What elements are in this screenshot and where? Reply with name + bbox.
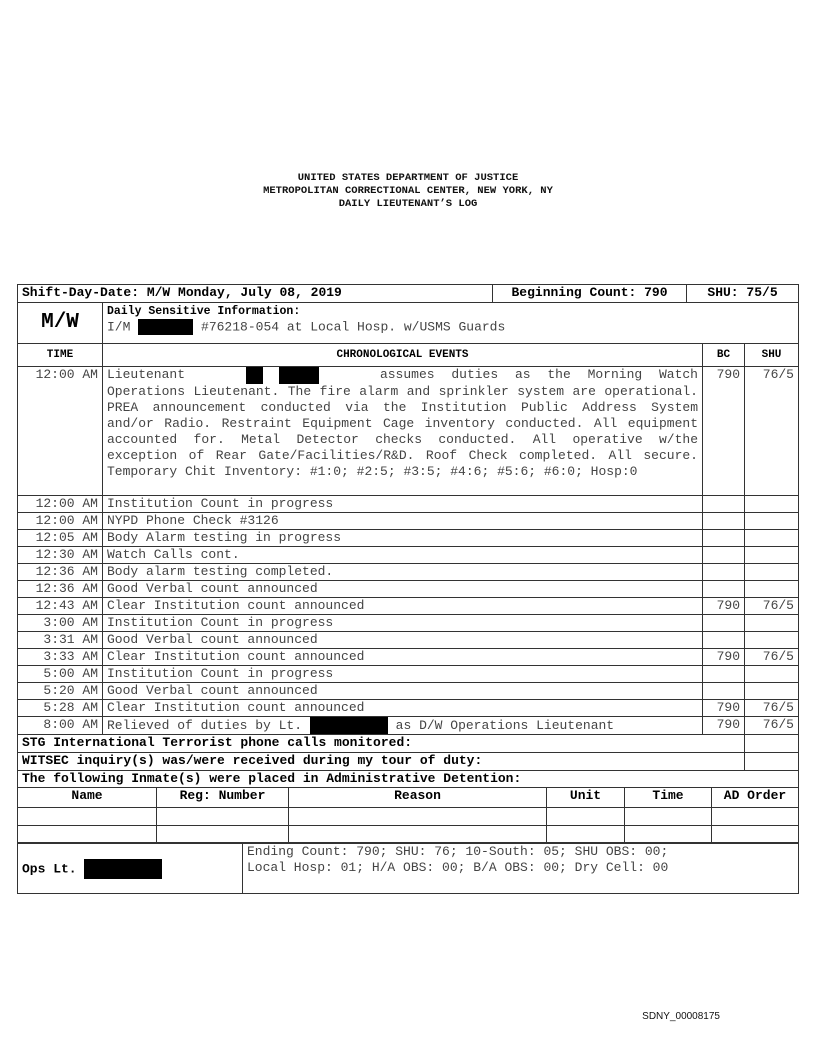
table-row (18, 513, 799, 530)
table-row (18, 632, 799, 649)
table-row (18, 547, 799, 564)
table-row (18, 530, 799, 547)
event-time: 8:00 AM (18, 717, 103, 735)
event-shu (745, 530, 799, 547)
witsec-value (745, 753, 799, 771)
event-text: Clear Institution count announced (103, 700, 703, 717)
event-time: 12:00 AM (18, 367, 103, 496)
events-table (17, 343, 799, 788)
event-shu (745, 564, 799, 581)
ad-col-unit: Unit (547, 788, 625, 808)
event-text: Good Verbal count announced (103, 632, 703, 649)
event-shu: 76/5 (745, 598, 799, 615)
event-shu: 76/5 (745, 367, 799, 496)
event-time: 12:36 AM (18, 564, 103, 581)
witsec-label: WITSEC inquiry(s) was/were received during my tour of duty: (18, 753, 745, 771)
event-shu (745, 496, 799, 513)
table-row (18, 564, 799, 581)
event-bc (703, 564, 745, 581)
shift-code: M/W (18, 303, 103, 344)
event-text: Good Verbal count announced (103, 683, 703, 700)
event-shu: 76/5 (745, 649, 799, 666)
event-bc: 790 (703, 649, 745, 666)
header-line-1: UNITED STATES DEPARTMENT OF JUSTICE (297, 172, 519, 184)
stg-value (745, 735, 799, 753)
ops-lt-label: Ops Lt. (22, 860, 77, 876)
event-shu (745, 547, 799, 564)
redaction (246, 367, 263, 384)
event-text: Institution Count in progress (103, 615, 703, 632)
event-time: 12:36 AM (18, 581, 103, 598)
event-shu (745, 581, 799, 598)
event-bc: 790 (703, 700, 745, 717)
ad-col-name: Name (18, 788, 157, 808)
top-info-table (17, 284, 799, 344)
event-text: Institution Count in progress (103, 496, 703, 513)
ad-table (17, 787, 799, 843)
dsi-text: #76218-054 at Local Hosp. w/USMS Guards (201, 319, 506, 335)
event-time: 12:43 AM (18, 598, 103, 615)
ad-col-reg: Reg: Number (157, 788, 289, 808)
event-text: Body Alarm testing in progress (103, 530, 703, 547)
dsi-prefix: I/M (107, 319, 131, 335)
shift-day-date: Shift-Day-Date: M/W Monday, July 08, 2019 (18, 285, 493, 303)
ad-col-order: AD Order (712, 788, 799, 808)
event-time: 12:00 AM (18, 513, 103, 530)
event-time: 12:00 AM (18, 496, 103, 513)
ending-line-2: Local Hosp: 01; H/A OBS: 00; B/A OBS: 00; Dry Cell: 00 (247, 860, 669, 875)
table-row (18, 581, 799, 598)
event-lead-rest: assumes duties as the Morning Watch (379, 367, 698, 382)
table-row (18, 666, 799, 683)
event-text: Operations Lieutenant. The fire alarm and sprinkler system are operational. PREA announcement conducted via the Institution Public Address System and/or Radio. Restraint Equipment Cage inventory conducted. All equipment accounted for. Metal Detector checks conducted. All operative w/the exception of Rear Gate/Facilities/R&D. Roof Check completed. All secure. Temporary Chit Inventory: #1:0; #2:5; #3:5; #4:6; #5:6; #6:0; Hosp:0 (107, 384, 698, 479)
event-text: NYPD Phone Check #3126 (103, 513, 703, 530)
event-text: Clear Institution count announced (103, 598, 703, 615)
event-shu: 76/5 (745, 700, 799, 717)
event-text: Institution Count in progress (103, 666, 703, 683)
event-shu (745, 632, 799, 649)
event-bc: 790 (703, 598, 745, 615)
redaction (279, 367, 319, 384)
event-text: Clear Institution count announced (103, 649, 703, 666)
event-shu (745, 615, 799, 632)
event-text: Good Verbal count announced (103, 581, 703, 598)
event-time: 12:30 AM (18, 547, 103, 564)
header-line-3: DAILY LIEUTENANT’S LOG (338, 198, 478, 210)
document-header (0, 172, 816, 211)
redaction (84, 859, 162, 879)
event-bc (703, 581, 745, 598)
event-bc (703, 547, 745, 564)
table-row (18, 826, 799, 843)
bates-number: SDNY_00008175 (642, 1011, 720, 1022)
event-bc: 790 (703, 717, 745, 735)
shu-count: SHU: 75/5 (687, 285, 799, 303)
table-row (18, 808, 799, 826)
event-bc (703, 683, 745, 700)
table-row (18, 683, 799, 700)
event-shu (745, 513, 799, 530)
event-bc (703, 513, 745, 530)
col-time: TIME (18, 344, 103, 367)
event-time: 3:33 AM (18, 649, 103, 666)
dsi-label: Daily Sensitive Information: (107, 305, 301, 318)
relieved-pre: Relieved of duties by Lt. (107, 717, 303, 733)
col-events: CHRONOLOGICAL EVENTS (103, 344, 703, 367)
table-row (18, 367, 799, 496)
event-time: 5:20 AM (18, 683, 103, 700)
ad-col-time: Time (625, 788, 712, 808)
event-time: 12:05 AM (18, 530, 103, 547)
ad-title: The following Inmate(s) were placed in Administrative Detention: (18, 771, 799, 788)
ending-table (17, 843, 799, 894)
redaction (310, 717, 388, 734)
table-row (18, 717, 799, 735)
table-row (18, 700, 799, 717)
event-shu (745, 683, 799, 700)
event-bc (703, 666, 745, 683)
event-lead: Lieutenant (107, 367, 186, 382)
table-row (18, 615, 799, 632)
event-shu: 76/5 (745, 717, 799, 735)
table-row (18, 496, 799, 513)
event-bc (703, 615, 745, 632)
relieved-post: as D/W Operations Lieutenant (395, 717, 615, 733)
table-row (18, 649, 799, 666)
event-bc (703, 530, 745, 547)
col-shu: SHU (745, 344, 799, 367)
redaction (138, 319, 193, 335)
event-time: 3:31 AM (18, 632, 103, 649)
event-shu (745, 666, 799, 683)
event-bc (703, 496, 745, 513)
event-text: Watch Calls cont. (103, 547, 703, 564)
beginning-count: Beginning Count: 790 (493, 285, 687, 303)
event-bc (703, 632, 745, 649)
event-time: 5:00 AM (18, 666, 103, 683)
event-time: 3:00 AM (18, 615, 103, 632)
event-text: Body alarm testing completed. (103, 564, 703, 581)
event-bc: 790 (703, 367, 745, 496)
table-row (18, 598, 799, 615)
event-time: 5:28 AM (18, 700, 103, 717)
stg-label: STG International Terrorist phone calls monitored: (18, 735, 745, 753)
header-line-2: METROPOLITAN CORRECTIONAL CENTER, NEW YORK, NY (263, 185, 553, 197)
col-bc: BC (703, 344, 745, 367)
ending-line-1: Ending Count: 790; SHU: 76; 10-South: 05; SHU OBS: 00; (247, 844, 669, 859)
ad-col-reason: Reason (289, 788, 547, 808)
